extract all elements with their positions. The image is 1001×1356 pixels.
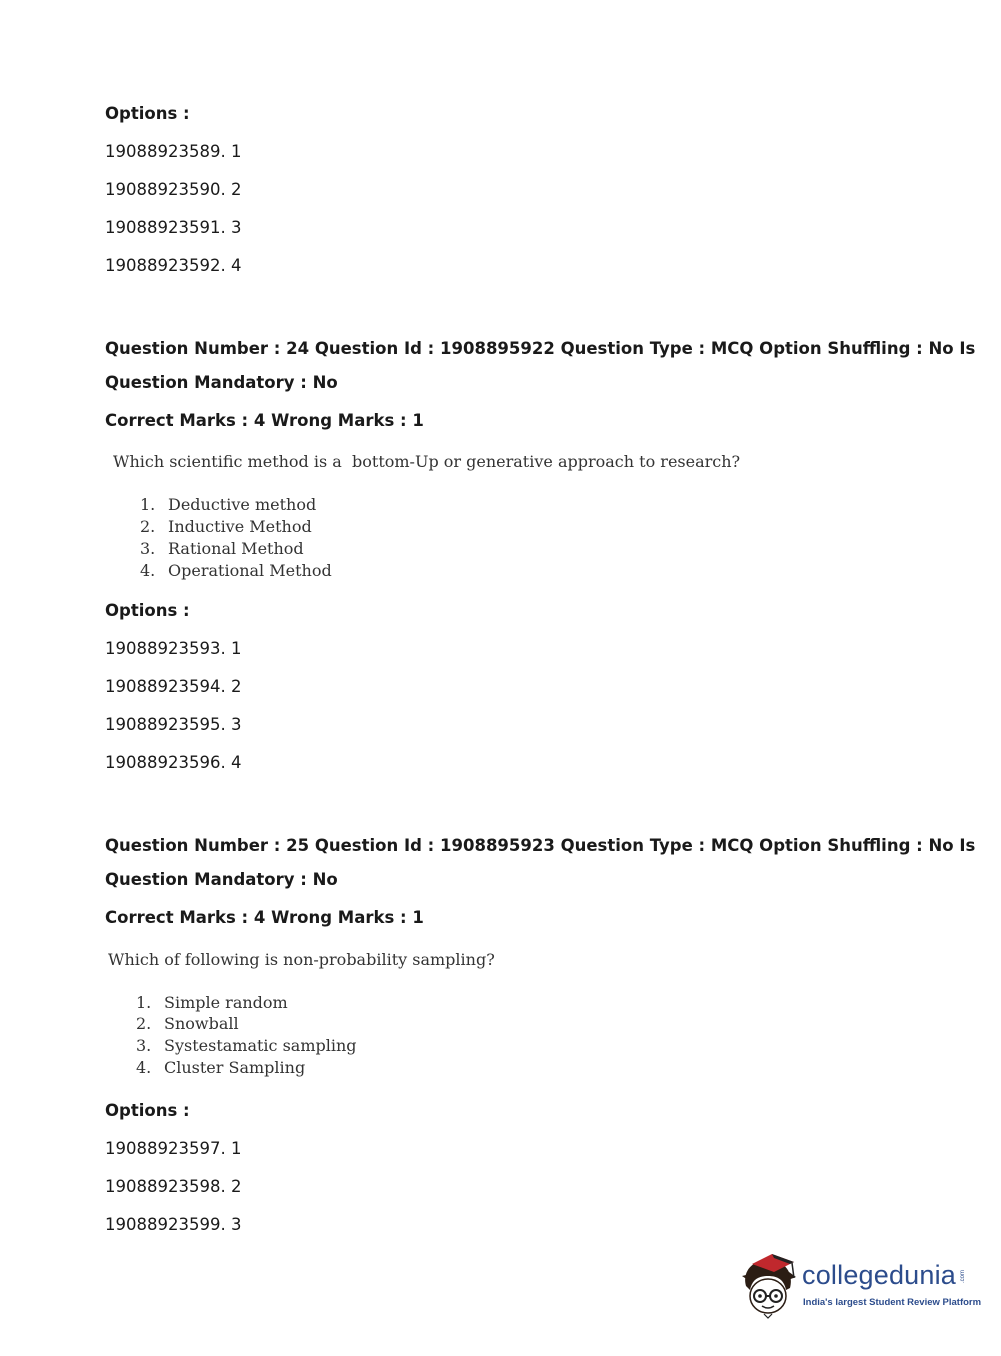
question-text: Which scientific method is a bottom-Up or generative approach to research? xyxy=(113,452,741,471)
choice-number: 4. xyxy=(140,561,156,580)
question-header: Question Number : 25 Question Id : 1908895923 Question Type : MCQ Option Shuffling : No Is xyxy=(105,836,976,855)
options-label: Options : xyxy=(105,1101,190,1120)
choice-text: Cluster Sampling xyxy=(164,1058,306,1077)
option-item: 19088923597. 1 xyxy=(105,1139,242,1158)
question-mandatory: Question Mandatory : No xyxy=(105,870,338,889)
choice-text: Systestamatic sampling xyxy=(164,1036,357,1055)
choice-number: 4. xyxy=(136,1058,152,1077)
option-item: 19088923598. 2 xyxy=(105,1177,242,1196)
choice-number: 2. xyxy=(136,1014,152,1033)
choice-text: Deductive method xyxy=(168,495,317,514)
option-item: 19088923589. 1 xyxy=(105,142,242,161)
option-item: 19088923590. 2 xyxy=(105,180,242,199)
choice-number: 1. xyxy=(136,993,152,1012)
option-item: 19088923592. 4 xyxy=(105,256,242,275)
choice-number: 2. xyxy=(140,517,156,536)
option-item: 19088923593. 1 xyxy=(105,639,242,658)
logo-dotcom: .com xyxy=(960,1270,966,1284)
question-marks: Correct Marks : 4 Wrong Marks : 1 xyxy=(105,411,424,430)
options-label: Options : xyxy=(105,601,190,620)
option-item: 19088923594. 2 xyxy=(105,677,242,696)
choice-text: Inductive Method xyxy=(168,517,312,536)
question-text: Which of following is non-probability sampling? xyxy=(108,950,495,969)
logo-tagline: India's largest Student Review Platform xyxy=(803,1297,982,1308)
question-marks: Correct Marks : 4 Wrong Marks : 1 xyxy=(105,908,424,927)
question-header: Question Number : 24 Question Id : 1908895922 Question Type : MCQ Option Shuffling : No Is xyxy=(105,339,976,358)
choice-text: Simple random xyxy=(164,993,288,1012)
question-mandatory: Question Mandatory : No xyxy=(105,373,338,392)
choice-text: Operational Method xyxy=(168,561,332,580)
mascot-icon xyxy=(738,1250,804,1320)
logo-brand-text: collegedunia xyxy=(802,1260,957,1290)
option-item: 19088923599. 3 xyxy=(105,1215,242,1234)
options-label: Options : xyxy=(105,104,190,123)
choice-number: 3. xyxy=(136,1036,152,1055)
choice-number: 3. xyxy=(140,539,156,558)
option-item: 19088923595. 3 xyxy=(105,715,242,734)
collegedunia-logo xyxy=(738,1250,982,1320)
choice-text: Snowball xyxy=(164,1014,239,1033)
option-item: 19088923591. 3 xyxy=(105,218,242,237)
choice-text: Rational Method xyxy=(168,539,304,558)
choice-number: 1. xyxy=(140,495,156,514)
option-item: 19088923596. 4 xyxy=(105,753,242,772)
